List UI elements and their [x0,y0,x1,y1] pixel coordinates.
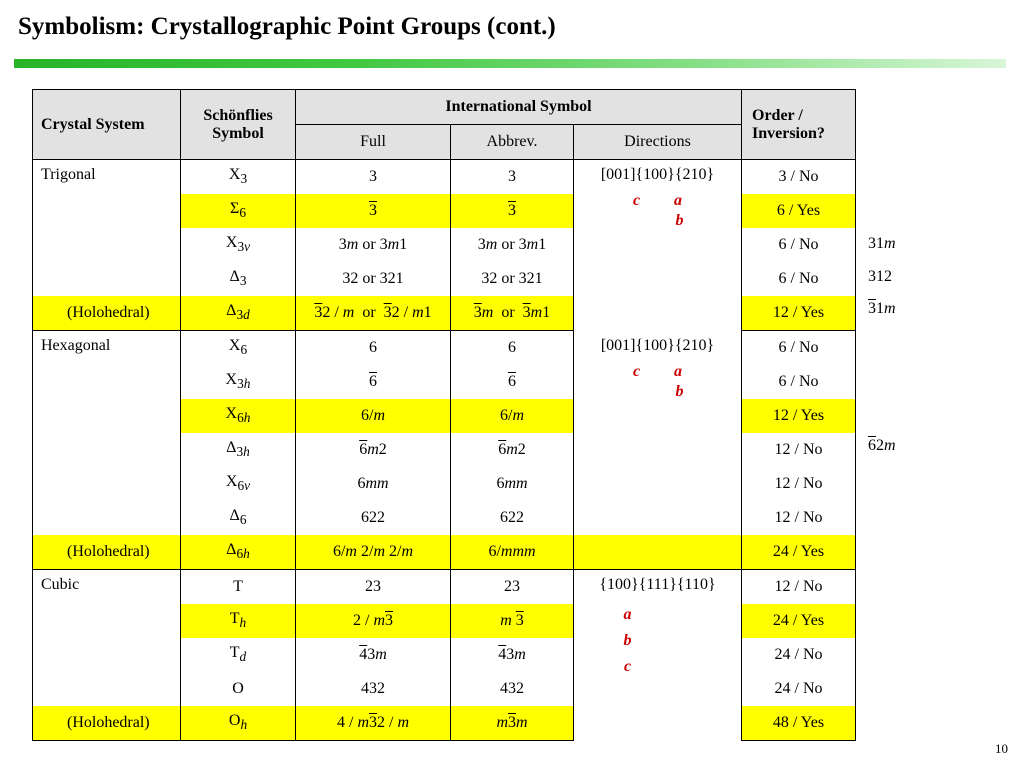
abbrev-symbol-cell: 32 or 321 [451,262,574,296]
directions-trigonal [574,160,742,331]
order-cell: 24 / No [742,672,856,706]
full-symbol-cell: 23 [296,570,451,605]
order-cell: 6 / No [742,262,856,296]
order-cell: 3 / No [742,160,856,195]
page-number: 10 [995,741,1008,756]
full-symbol-cell: 6 [296,331,451,366]
schoenflies-cell: $\Delta_{3d}$ [181,296,296,331]
abbrev-symbol-cell: 3m or 3m1 [451,296,574,331]
axes-labels-trigonal: c a [632,192,683,209]
full-symbol-cell: 6 [296,365,451,399]
schoenflies-cell: $X_{6h}$ [181,399,296,433]
order-cell: 12 / No [742,501,856,535]
system-cubic: Cubic [33,570,181,707]
schoenflies-cell: $X_{6v}$ [181,467,296,501]
schoenflies-cell: T [181,570,296,605]
full-symbol-cell: 3 [296,160,451,195]
full-header: Full [296,125,451,160]
axes-labels-cubic: a b c [623,606,632,675]
full-symbol-cell: 32 / m or 32 / m1 [296,296,451,331]
full-symbol-cell: 3m or 3m1 [296,228,451,262]
order-cell: 24 / Yes [742,535,856,570]
side-label-312: 312 [868,268,892,285]
abbrev-symbol-cell: 6/mmm [451,535,574,570]
system-trigonal: Trigonal [33,160,181,297]
order-cell: 12 / No [742,467,856,501]
order-cell: 6 / No [742,331,856,366]
abbrev-symbol-cell: 6/m [451,399,574,433]
abbrev-symbol-cell: 3m or 3m1 [451,228,574,262]
directions-cubic [574,570,742,741]
full-symbol-cell: 4 / m32 / m [296,706,451,741]
order-inversion-header: Order / Inversion? [742,90,856,160]
schoenflies-cell: $\Delta_{6h}$ [181,535,296,570]
schoenflies-cell: $X_{3v}$ [181,228,296,262]
abbrev-symbol-cell: 622 [451,501,574,535]
abbrev-symbol-cell: 6 [451,365,574,399]
order-cell: 12 / Yes [742,399,856,433]
schoenflies-cell: $\Delta_6$ [181,501,296,535]
table-header-row [33,90,856,125]
full-symbol-cell: 2 / m3 [296,604,451,638]
international-symbol-header: International Symbol [296,90,742,125]
abbrev-header: Abbrev. [451,125,574,160]
full-symbol-cell: 6m2 [296,433,451,467]
schoenflies-header: Schönflies Symbol [181,90,296,160]
side-label-31m: 31m [868,235,896,252]
holohedral-label: (Holohedral) [33,535,181,570]
schoenflies-cell: $\Delta_3$ [181,262,296,296]
schoenflies-cell: $X_{3h}$ [181,365,296,399]
schoenflies-cell: $\Delta_{3h}$ [181,433,296,467]
directions-cell-empty [574,535,742,570]
point-group-table [32,89,856,741]
abbrev-symbol-cell: 3 [451,194,574,228]
table-row [33,160,856,195]
table-row [33,570,856,605]
schoenflies-cell: $T_d$ [181,638,296,672]
order-cell: 6 / No [742,365,856,399]
abbrev-symbol-cell: 23 [451,570,574,605]
order-cell: 12 / Yes [742,296,856,331]
directions-hexagonal-text: [001]{100}{210} [600,336,715,354]
crystal-system-header: Crystal System [33,90,181,160]
table-row [33,331,856,366]
schoenflies-cell: O [181,672,296,706]
axes-labels-trigonal-b: b [675,212,684,229]
full-symbol-cell: 32 or 321 [296,262,451,296]
abbrev-symbol-cell: m 3 [451,604,574,638]
full-symbol-cell: 6mm [296,467,451,501]
system-hexagonal: Hexagonal [33,331,181,536]
directions-header: Directions [574,125,742,160]
order-cell: 48 / Yes [742,706,856,741]
full-symbol-cell: 6/m [296,399,451,433]
abbrev-symbol-cell: 6m2 [451,433,574,467]
order-cell: 24 / No [742,638,856,672]
abbrev-symbol-cell: 3 [451,160,574,195]
abbrev-symbol-cell: 6 [451,331,574,366]
page-title: Symbolism: Crystallographic Point Groups (cont.) [18,13,556,40]
abbrev-symbol-cell: 432 [451,672,574,706]
order-cell: 24 / Yes [742,604,856,638]
abbrev-symbol-cell: m3m [451,706,574,741]
schoenflies-cell: $X_3$ [181,160,296,195]
schoenflies-cell: $T_h$ [181,604,296,638]
abbrev-symbol-cell: 43m [451,638,574,672]
holohedral-label: (Holohedral) [33,296,181,331]
table-row [33,535,856,570]
full-symbol-cell: 432 [296,672,451,706]
side-label-bar62m: 62m [868,437,896,454]
order-cell: 12 / No [742,433,856,467]
schoenflies-cell: $\Sigma_6$ [181,194,296,228]
axes-labels-hexagonal: c a [632,362,683,380]
side-label-bar31m: 31m [868,300,896,317]
directions-trigonal-text: [001]{100}{210} [600,166,715,183]
full-symbol-cell: 6/m 2/m 2/m [296,535,451,570]
holohedral-label: (Holohedral) [33,706,181,741]
directions-cubic-text: {100}{111}{110} [599,576,716,593]
order-cell: 12 / No [742,570,856,605]
schoenflies-cell: $O_h$ [181,706,296,741]
full-symbol-cell: 3 [296,194,451,228]
order-cell: 6 / No [742,228,856,262]
title-underline [14,59,1006,68]
schoenflies-cell: $X_6$ [181,331,296,366]
full-symbol-cell: 43m [296,638,451,672]
full-symbol-cell: 622 [296,501,451,535]
order-cell: 6 / Yes [742,194,856,228]
axes-labels-hexagonal-b: b [675,382,684,400]
abbrev-symbol-cell: 6mm [451,467,574,501]
directions-hexagonal [574,331,742,536]
